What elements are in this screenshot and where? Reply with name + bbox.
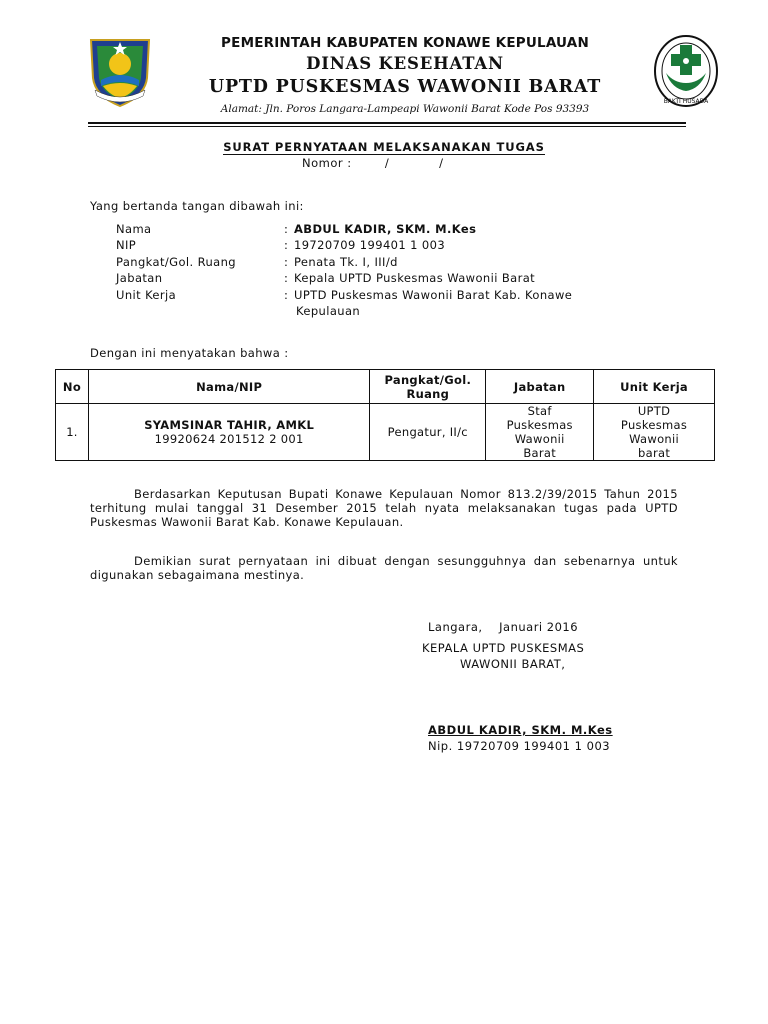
bakti-husada-logo: [652, 33, 720, 109]
field-label: Pangkat/Gol. Ruang: [116, 255, 236, 269]
field-label: Unit Kerja: [116, 288, 177, 302]
signature-role-line2: WAWONII BARAT,: [460, 657, 566, 671]
cell-name: SYAMSINAR TAHIR, AMKL 19920624 201512 2 001: [88, 404, 369, 461]
letterhead-agency: DINAS KESEHATAN: [306, 54, 504, 73]
letterhead: [160, 33, 650, 117]
letterhead-government: PEMERINTAH KABUPATEN KONAWE KEPULAUAN: [221, 35, 589, 51]
letterhead-divider-thick: [88, 122, 686, 124]
letterhead-unit: UPTD PUSKESMAS WAWONII BARAT: [208, 77, 602, 97]
field-value: Kepala UPTD Puskesmas Wawonii Barat: [294, 271, 536, 285]
signatory-name-row: Nama : ABDUL KADIR, SKM. M.Kes: [116, 222, 477, 236]
signatory-nip-row: NIP : 19720709 199401 1 003: [116, 238, 446, 252]
cell-unit: UPTD Puskesmas Wawonii barat: [594, 404, 715, 461]
header-rank: Pangkat/Gol. Ruang: [370, 370, 486, 404]
signature-nip: Nip. 19720709 199401 1 003: [428, 739, 611, 753]
field-value-continued: Kepulauan: [296, 304, 361, 318]
signatory-unit-row: Unit Kerja : UPTD Puskesmas Wawonii Barat Kab. Konawe Kepulauan: [116, 288, 573, 318]
field-value: ABDUL KADIR, SKM. M.Kes: [294, 222, 477, 236]
signature-place-date: Langara, Januari 2016: [428, 620, 579, 634]
header-unit: Unit Kerja: [594, 370, 715, 404]
field-label: NIP: [116, 238, 137, 252]
assignment-table: [55, 369, 715, 461]
header-name: Nama/NIP: [88, 370, 369, 404]
signatory-rank-row: Pangkat/Gol. Ruang : Penata Tk. I, III/d: [116, 255, 398, 269]
signatory-position-row: Jabatan : Kepala UPTD Puskesmas Wawonii Barat: [116, 271, 536, 285]
signature-role-line1: KEPALA UPTD PUSKESMAS: [422, 641, 585, 655]
cell-no: 1.: [56, 404, 89, 461]
field-label: Nama: [116, 222, 152, 236]
field-value: Penata Tk. I, III/d: [294, 255, 398, 269]
letterhead-address: Alamat: Jln. Poros Langara-Lampeapi Wawonii Barat Kode Pos 93393: [220, 103, 590, 115]
table-row: [56, 404, 715, 461]
field-value: UPTD Puskesmas Wawonii Barat Kab. Konawe: [294, 288, 573, 302]
paragraph-decree: Berdasarkan Keputusan Bupati Konawe Kepulauan Nomor 813.2/39/2015 Tahun 2015 terhitung mulai tanggal 31 Desember 2015 telah nyata melaksanakan tugas pada UPTD Puskesmas Wawonii Barat Kab. Konawe Kepulauan.: [90, 487, 678, 529]
statement-intro: Dengan ini menyatakan bahwa :: [90, 346, 289, 360]
field-value: 19720709 199401 1 003: [294, 238, 446, 252]
regency-emblem-logo: [87, 34, 153, 108]
intro-text: Yang bertanda tangan dibawah ini:: [90, 199, 304, 213]
signature-name: ABDUL KADIR, SKM. M.Kes: [428, 723, 613, 737]
document-title: SURAT PERNYATAAN MELAKSANAKAN TUGAS: [223, 140, 545, 154]
table-header-row: [56, 370, 715, 404]
cell-position: Staf Puskesmas Wawonii Barat: [486, 404, 594, 461]
paragraph-closing: Demikian surat pernyataan ini dibuat dengan sesungguhnya dan sebenarnya untuk digunakan sebagaimana mestinya.: [90, 554, 678, 582]
field-label: Jabatan: [116, 271, 163, 285]
letterhead-divider-thin: [88, 126, 686, 127]
logo-text: BAKTI HUSADA: [663, 98, 709, 105]
cell-rank: Pengatur, II/c: [370, 404, 486, 461]
header-position: Jabatan: [486, 370, 594, 404]
document-number: Nomor : / /: [302, 156, 444, 170]
header-no: No: [56, 370, 89, 404]
